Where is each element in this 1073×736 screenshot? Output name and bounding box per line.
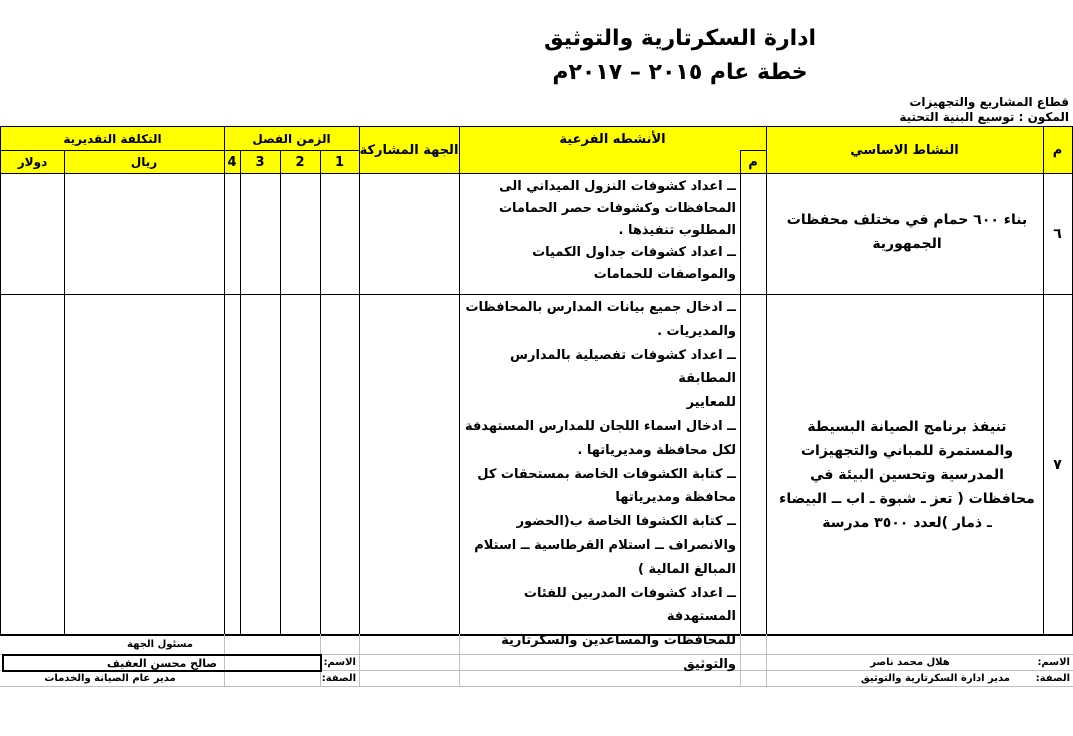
header-sub-activities: الأنشطه الفرعية (559, 131, 666, 147)
right-title-label: الصفة: (1035, 673, 1070, 684)
row-7-main-activity: تنيفذ برنامج الصيانة البسيطة والمستمرة للمباني والتجهيزات المدرسية وتحسين البيئة في محافظات ( تعز ـ شبوة ـ اب ــ البيضاء ـ ذمار )لعدد ٣٥٠٠ مدرسة (779, 419, 1035, 531)
left-title-label: الصفة: (321, 673, 356, 684)
sub-activity-line: للمعايير (686, 395, 736, 411)
sub-activity-line: ــ كتابة الكشوفات الخاصة بمستحقات كل (477, 466, 736, 482)
sub-activity-line: ــ اعداد كشوفات المدربين للفئات المستهدفة (523, 585, 736, 625)
row-6-main-activity: بناء ٦٠٠ حمام في مختلف محفظات الجمهورية (786, 212, 1028, 252)
sub-activity-line: والمواصفات للحمامات (593, 267, 736, 282)
header-cost: التكلفة التقديرية (63, 131, 162, 146)
page-title: ادارة السكرتارية والتوثيق (543, 26, 817, 51)
header-participant: الجهة المشاركة (359, 142, 459, 158)
header-quarter-4: 4 (227, 154, 237, 170)
right-signatory-name: هلال محمد ناصر (870, 657, 950, 668)
sub-activity-line: المحافظات وكشوفات حصر الحمامات (498, 201, 736, 216)
sub-activity-line: ــ اعداد كشوفات النزول الميداني الى (499, 179, 736, 194)
header-rial: ريال (130, 155, 158, 169)
header-quarter-2: 2 (295, 154, 305, 170)
sub-activity-line: المطلوب تنفيذها . (618, 223, 736, 238)
sub-activity-line: والمديريات . (657, 323, 736, 339)
right-signatory-title: مدير ادارة السكرتارية والتوثيق (860, 673, 1010, 684)
responsible-label: مسئول الجهة (127, 639, 193, 650)
row-7-number: ٧ (1053, 456, 1062, 473)
header-quarter-3: 3 (255, 154, 265, 170)
sub-activity-line: للمحافظات والمساعدين والسكرتارية (501, 633, 736, 649)
row-6-number: ٦ (1053, 226, 1062, 242)
left-signatory-name: صالح محسن العفيف (2, 654, 322, 672)
row-7-sub-activities (462, 296, 736, 677)
header-quarter-1: 1 (334, 154, 345, 170)
header-sub-no: م (748, 154, 758, 170)
sub-activity-line: ــ ادخال اسماء اللجان للمدارس المستهدفة (464, 418, 736, 434)
sub-activity-line: والانصراف ــ استلام القرطاسية ــ استلام (474, 537, 736, 553)
right-name-label: الاسم: (1037, 657, 1070, 668)
sub-activity-line: ــ اعداد كشوفات جداول الكميات (532, 245, 736, 260)
header-quarter-time: الزمن الفصل (252, 131, 331, 146)
left-name-label: الاسم: (323, 657, 356, 668)
sub-activity-line: لكل محافظة ومديرياتها . (577, 442, 736, 458)
sub-activity-line: ــ اعداد كشوفات تفصيلية بالمدارس المطابقة (510, 347, 736, 387)
header-dollar: دولار (17, 155, 48, 169)
header-main-activity: النشاط الاساسي (850, 142, 959, 158)
plan-subtitle: خطة عام ٢٠١٥ – ٢٠١٧م (552, 60, 808, 85)
left-signatory-title: مدير عام الصيانة والخدمات (44, 673, 176, 684)
sub-activity-line: والتوثيق (683, 656, 736, 672)
sub-activity-line: محافظة ومديرياتها (615, 490, 736, 506)
sub-activity-line: المبالغ المالية ) (637, 561, 736, 577)
header-no: م (1052, 142, 1063, 158)
component-label: المكون : توسيع البنية التحتية (899, 110, 1069, 124)
row-6-sub-activities (462, 176, 736, 286)
sub-activity-line: ــ ادخال جميع بيانات المدارس بالمحافظات (465, 300, 736, 315)
sector-label: قطاع المشاريع والتجهيزات (909, 95, 1069, 109)
sub-activity-line: ــ كتابة الكشوفا الخاصة ب(الحضور (516, 514, 736, 530)
